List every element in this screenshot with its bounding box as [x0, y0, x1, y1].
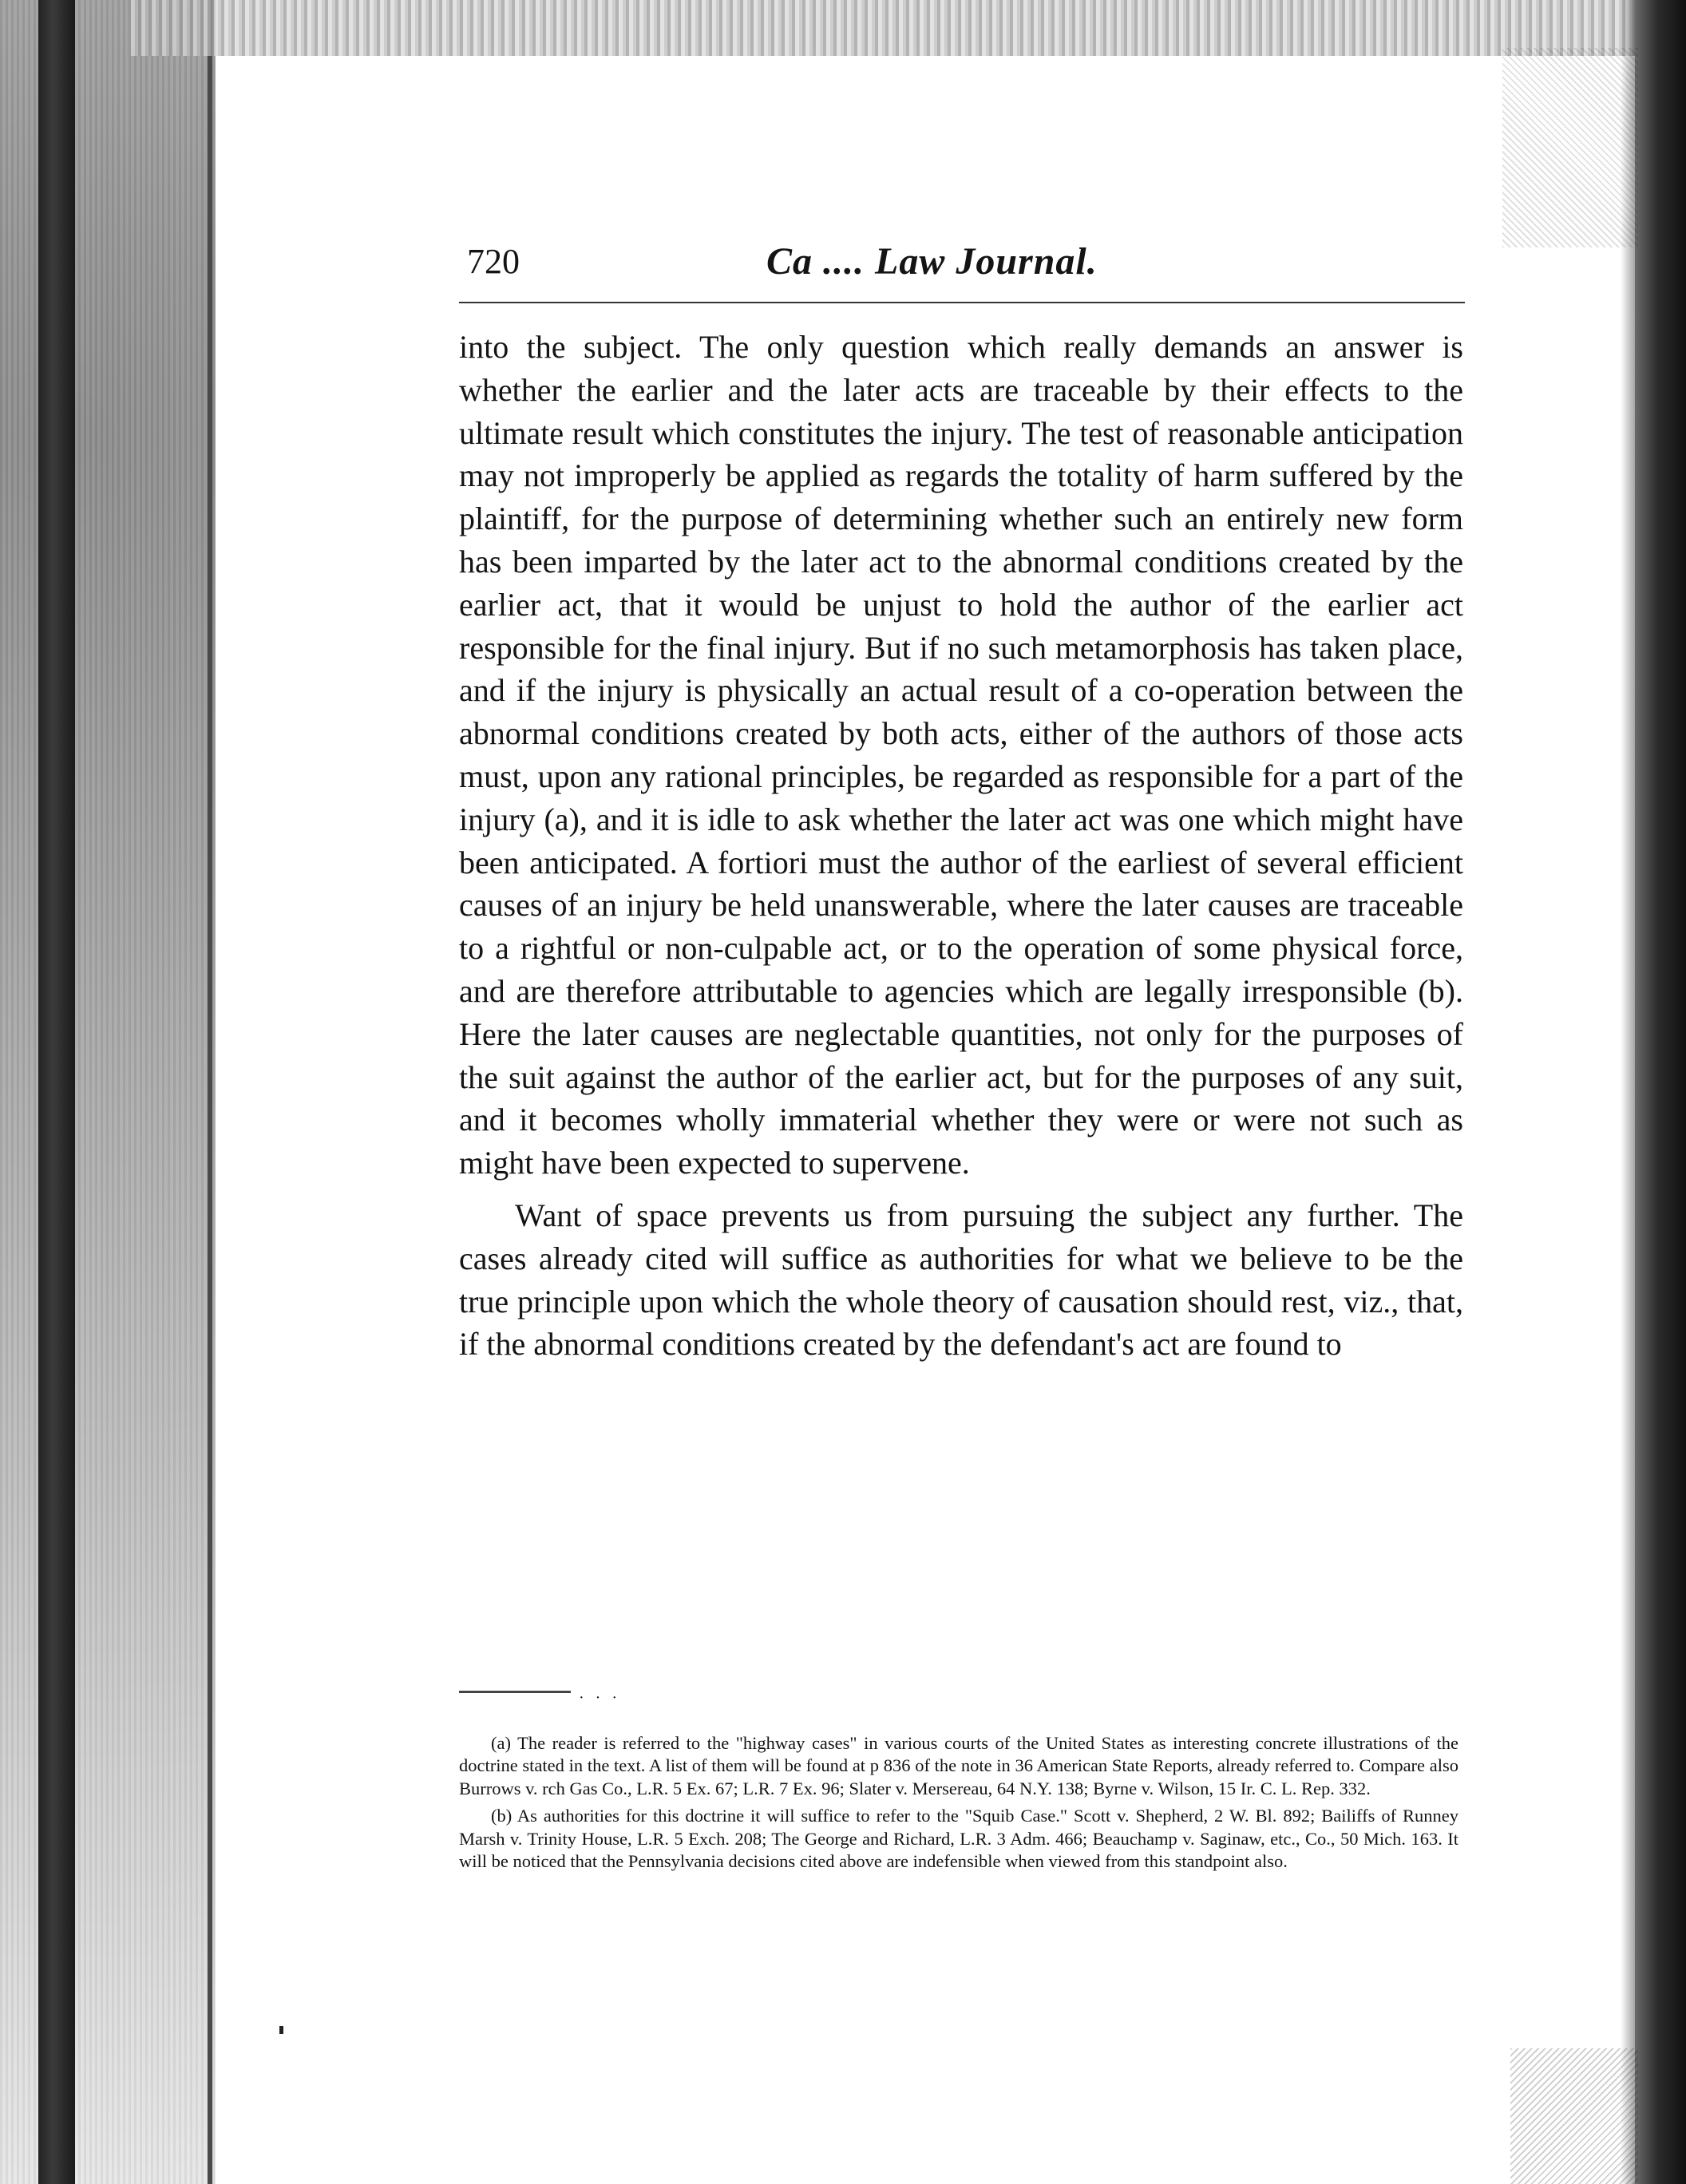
scan-bottom-noise	[1510, 2048, 1638, 2184]
page-header	[459, 231, 1465, 295]
scan-speck	[279, 2026, 283, 2034]
scan-binding-strip	[38, 0, 75, 2184]
scan-right-shadow	[1621, 0, 1635, 2184]
footnote-rule	[459, 1691, 571, 1693]
footnote-rule-dots: ···	[579, 1689, 628, 1707]
running-title: Ca .... Law Journal.	[766, 240, 1098, 283]
header-rule	[459, 302, 1465, 303]
footnote-a: (a) The reader is referred to the "highway cases" in various courts of the United States as interesting concrete illustrations of the doctrine stated in the text. A list of them will be found at p 836 of the note in 36 American State Reports, already referred to. Compare also Burrows v. rch Gas Co., L.R. 5 Ex. 67; L.R. 7 Ex. 96; Slater v. Mersereau, 64 N.Y. 138; Byrne v. Wilson, 15 Ir. C. L. Rep. 332.	[459, 1733, 1458, 1798]
scan-top-edge	[128, 0, 1686, 56]
scan-left-edge	[0, 0, 216, 2184]
body-paragraph-2: Want of space prevents us from pursuing the subject any further. The cases already cited will suffice as authorities for what we believe to be the true principle upon which the whole theory of causation should rest, viz., that, if the abnormal conditions created by the defendant's act are found to	[459, 1197, 1463, 1363]
scan-right-edge	[1635, 0, 1686, 2184]
body-paragraph-1: into the subject. The only question which really demands an answer is whether the earlier and the later acts are traceable by their effects to the ultimate result which constitutes the injury. The test of reasonable anticipation may not improperly be applied as regards the totality of harm suffered by the plaintiff, for the purpose of determining whether such an entirely new form has been imparted by the later act to the abnormal conditions created by the earlier act, that it would be unjust to hold the author of the earlier act responsible for the final injury. But if no such metamorphosis has taken place, and if the injury is physically an actual result of a co-operation between the abnormal conditions created by both acts, either of the authors of those acts must, upon any rational principles, be regarded as responsible for a part of the injury (a), and it is idle to ask whether the later act was one which might have been anticipated. A fortiori must the author of the earliest of several efficient causes of an injury be held unanswerable, where the later causes are traceable to a rightful or non-culpable act, or to the operation of some physical force, and are therefore attributable to agencies which are legally irresponsible (b). Here the later causes are neglectable quantities, not only for the purposes of the suit against the author of the earlier act, but for the purposes of any suit, and it becomes wholly immaterial whether they were or were not such as might have been expected to supervene.	[459, 329, 1463, 1181]
scan-corner-noise	[1502, 48, 1638, 247]
page-number: 720	[467, 242, 520, 281]
footnotes	[459, 1732, 1458, 1873]
body-text	[459, 326, 1463, 1366]
scan-page-edge-line	[208, 0, 212, 2184]
footnote-b: (b) As authorities for this doctrine it will suffice to refer to the "Squib Case." Scott v. Shepherd, 2 W. Bl. 892; Bailiffs of Runney Marsh v. Trinity House, L.R. 5 Exch. 208; The George and Richard, L.R. 3 Adm. 466; Beauchamp v. Saginaw, etc., Co., 50 Mich. 163. It will be noticed that the Pennsylvania decisions cited above are indefensible when viewed from this standpoint also.	[459, 1806, 1458, 1872]
document-page	[459, 231, 1465, 1872]
